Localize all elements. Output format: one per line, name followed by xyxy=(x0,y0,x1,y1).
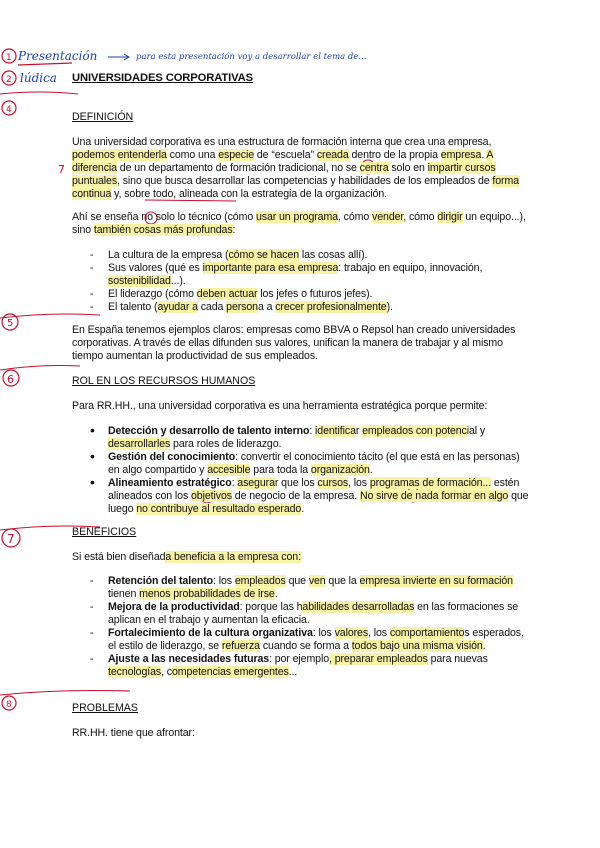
text-segment: : por ejemplo xyxy=(269,653,330,665)
highlighted-text: A diferencia xyxy=(72,149,494,174)
text-segment: a a xyxy=(257,301,276,313)
text-segment: Sus valores (qué es xyxy=(108,262,203,274)
text-segment: . xyxy=(274,588,278,600)
text-segment: : xyxy=(231,477,238,489)
definition-paragraph xyxy=(72,136,532,201)
list-item-title: Detección y desarrollo de talento interno xyxy=(108,425,310,437)
num-5-text: 5 xyxy=(7,318,14,329)
text-segment: ial y xyxy=(466,425,486,437)
problemas-intro-text: RR.HH. tiene que afrontar: xyxy=(72,727,195,739)
text-segment: ... xyxy=(288,666,298,678)
highlighted-text: No sirve de nada formar en algo xyxy=(359,490,509,502)
highlighted-text: cursos xyxy=(317,477,349,489)
text-segment: , los xyxy=(348,477,370,489)
separator-stroke xyxy=(0,92,78,94)
text-segment: los jefes o futuros jefes). xyxy=(257,288,373,300)
beneficios-list xyxy=(72,575,532,679)
highlighted-text: desarrollarles xyxy=(108,438,171,450)
note-arrow-text: para esta presentación voy a desarrollar el tema de... xyxy=(136,52,367,62)
text-segment: La cultura de la empresa ( xyxy=(108,249,229,261)
note-presentacion-underline xyxy=(18,63,72,65)
rol-intro xyxy=(72,400,532,413)
list-item xyxy=(72,451,532,477)
text-segment: El liderazgo (cómo xyxy=(108,288,197,300)
text-segment: y, sobre todo, alineada con la estrategia de la organización. xyxy=(111,188,387,200)
beneficios-intro-text xyxy=(72,551,532,564)
text-segment: : xyxy=(232,224,236,236)
text-segment: de “escuela” xyxy=(254,149,317,161)
highlighted-text: no contribuye al resultado esperado xyxy=(136,503,302,515)
text-segment: que xyxy=(285,575,309,587)
highlighted-text: organización xyxy=(310,464,370,476)
highlighted-text: centra xyxy=(359,162,389,174)
highlighted-text: , preparar empleados xyxy=(329,653,428,665)
highlighted-text: usar un programa xyxy=(255,211,338,223)
paragraph-definicion xyxy=(72,136,532,201)
text-segment: estén alineados con los xyxy=(108,477,520,502)
text-segment: para toda la xyxy=(250,464,311,476)
text-segment: para roles de liderazgo. xyxy=(170,438,282,450)
text-segment: . xyxy=(482,640,486,652)
ensena-paragraph xyxy=(72,211,532,237)
highlighted-text: tecnologías xyxy=(108,666,162,678)
text-segment: cuando se forma a xyxy=(259,640,352,652)
text-segment: : porque las h xyxy=(239,601,303,613)
num-6-text: 6 xyxy=(7,373,14,386)
rol-intro-text: Para RR.HH., una universidad corporativa es una herramienta estratégica porque permite: xyxy=(72,400,488,412)
list-item-title: Gestión del conocimiento xyxy=(108,451,236,463)
highlighted-text: comportamiento xyxy=(389,627,465,639)
num-8-text: 8 xyxy=(6,700,12,710)
list-item-title: Alineamiento estratégico xyxy=(108,477,232,489)
list-item xyxy=(72,425,532,451)
list-item xyxy=(72,262,532,288)
separator-stroke xyxy=(0,366,80,371)
highlighted-text: podemos entenderla xyxy=(72,149,167,161)
text-segment: : convertir el conocimiento tácito (el que está en las personas) en algo compartido y xyxy=(108,451,520,476)
list-item xyxy=(72,477,532,516)
highlighted-text: también cosas más profundas xyxy=(93,224,233,236)
problemas-intro xyxy=(72,727,532,740)
num-7-text: 7 xyxy=(7,532,15,546)
num-1-text: 1 xyxy=(6,53,12,63)
paragraph-espana xyxy=(72,324,532,363)
text-segment: , cómo xyxy=(338,211,373,223)
text-segment: . xyxy=(481,149,487,161)
highlighted-text: empresa invierte en su formación xyxy=(359,575,513,587)
text-segment: r xyxy=(355,425,363,437)
text-segment: las cosas allí). xyxy=(299,249,368,261)
text-segment: de un departamento de formación tradicional, no se xyxy=(116,162,360,174)
list-item xyxy=(72,288,532,301)
highlighted-text: crecer profesionalmente xyxy=(275,301,387,313)
highlighted-text: empresa xyxy=(440,149,482,161)
text-segment: un equipo...), sino xyxy=(72,211,526,236)
highlighted-text: abilidades desarrolladas xyxy=(302,601,415,613)
list-item-title: Mejora de la productividad xyxy=(108,601,240,613)
text-segment: de negocio de la empresa. xyxy=(231,490,360,502)
text-segment: para nuevas xyxy=(427,653,488,665)
num-2-text: 2 xyxy=(6,75,12,85)
note-presentacion: Presentación xyxy=(18,49,98,63)
document-title: UNIVERSIDADES CORPORATIVAS xyxy=(72,72,253,84)
list-item xyxy=(72,601,532,627)
text-segment: : xyxy=(309,425,316,437)
list-item-title: Ajuste a las necesidades futuras xyxy=(108,653,270,665)
paragraph-ensena xyxy=(72,211,532,237)
heading-problemas: PROBLEMAS xyxy=(72,702,138,714)
highlighted-text: a beneficia a la empresa con: xyxy=(165,551,301,563)
highlighted-text: dirigir xyxy=(437,211,463,223)
highlighted-text: ompetencias emergentes xyxy=(171,666,289,678)
text-segment: ). xyxy=(386,301,393,313)
text-segment: tienen xyxy=(108,588,140,600)
side-mark: 7 xyxy=(58,163,65,176)
text-segment: , cómo xyxy=(403,211,438,223)
text-segment: s esperados, el estilo de liderazgo, se xyxy=(108,627,524,652)
text-segment: r que los xyxy=(274,477,318,489)
text-segment: cada xyxy=(197,301,227,313)
highlighted-text: forma continua xyxy=(72,175,520,200)
text-segment: solo en xyxy=(388,162,428,174)
separator-stroke xyxy=(0,691,130,696)
text-segment: , c xyxy=(161,666,172,678)
text-segment: : los xyxy=(312,627,335,639)
text-segment: , sino que busca desarrollar las competencias y habilidades de los empleados de xyxy=(117,175,493,187)
text-segment: , los xyxy=(368,627,390,639)
list-item xyxy=(72,249,532,262)
highlighted-text: accesible xyxy=(207,464,251,476)
text-segment: El talento ( xyxy=(108,301,158,313)
highlighted-text: menos probabilidades de irse xyxy=(139,588,275,600)
text-segment: Una universidad corporativa es una estructura de formación interna que crea una empresa, xyxy=(72,136,492,148)
dash-list xyxy=(72,249,532,314)
note-ludica: lúdica xyxy=(20,71,57,85)
text-segment: como una xyxy=(166,149,219,161)
list-item-title: Retención del talento xyxy=(108,575,214,587)
highlighted-text: todos bajo una misma visión xyxy=(351,640,483,652)
highlighted-text: impartir cursos puntuales xyxy=(72,162,496,187)
text-segment: Si está bien diseñad xyxy=(72,551,166,563)
list-item xyxy=(72,627,532,653)
text-segment: que la xyxy=(325,575,360,587)
highlighted-text: empleados xyxy=(234,575,286,587)
highlighted-text: deben actuar xyxy=(196,288,258,300)
highlighted-text: asegura xyxy=(237,477,275,489)
highlighted-text: importante para esa empresa xyxy=(202,262,339,274)
list-item-title: Fortalecimiento de la cultura organizativa xyxy=(108,627,313,639)
highlighted-text: programas de formación... xyxy=(369,477,491,489)
list-item xyxy=(72,575,532,601)
highlighted-text: refuerza xyxy=(221,640,260,652)
text-segment: ...). xyxy=(170,275,186,287)
heading-definicion: DEFINICIÓN xyxy=(72,111,134,123)
highlighted-text: empleados con potenc xyxy=(362,425,467,437)
highlighted-text: objetivos xyxy=(191,490,232,502)
text-segment: : los xyxy=(213,575,235,587)
beneficios-list-container xyxy=(72,575,532,679)
text-segment: dentro de la propia xyxy=(348,149,441,161)
heading-rol: ROL EN LOS RECURSOS HUMANOS xyxy=(72,375,256,387)
highlighted-text: creada xyxy=(316,149,349,161)
highlighted-text: vender xyxy=(372,211,404,223)
definicion-list xyxy=(72,249,532,314)
text-segment: : trabajo en equipo, innovación, xyxy=(338,262,483,274)
espana-paragraph: En España tenemos ejemplos claros: empresas como BBVA o Repsol han creado universidades corporativas. A través de ellas difunden sus valores, unifican la manera de trabajar y al mismo tiempo aumentan la productividad de sus empleados. xyxy=(72,324,516,362)
text-segment: que luego xyxy=(108,490,529,515)
highlighted-text: sostenibilidad xyxy=(108,275,171,287)
text-segment: Ahí se enseña no solo lo técnico (cómo xyxy=(72,211,256,223)
text-segment: . xyxy=(301,503,305,515)
highlighted-text: cómo se hacen xyxy=(228,249,300,261)
num-4-text: 4 xyxy=(6,105,12,115)
text-segment: en las formaciones se aplican en el trabajo y aumentan la eficacia. xyxy=(108,601,519,626)
highlighted-text: especie xyxy=(218,149,255,161)
highlighted-text: ven xyxy=(308,575,326,587)
highlighted-text: person xyxy=(226,301,258,313)
rol-list-container xyxy=(72,425,532,516)
list-item xyxy=(72,301,532,314)
highlighted-text: valores xyxy=(334,627,369,639)
separator-stroke xyxy=(0,314,100,318)
highlighted-text: ayudar a xyxy=(157,301,198,313)
heading-beneficios: BENEFICIOS xyxy=(72,526,137,538)
text-segment: . xyxy=(369,464,373,476)
list-item xyxy=(72,653,532,679)
beneficios-intro xyxy=(72,551,532,564)
rol-list xyxy=(72,425,532,516)
highlighted-text: identifica xyxy=(315,425,356,437)
